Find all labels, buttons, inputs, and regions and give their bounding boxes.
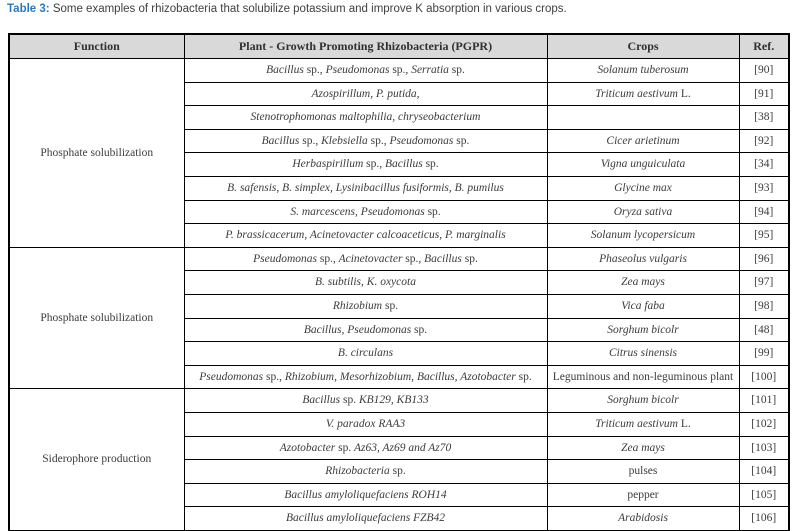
pgpr-cell: Bacillus amyloliquefaciens ROH14 [184,483,547,507]
ref-cell: [94] [739,200,789,224]
pgpr-cell: Bacillus amyloliquefaciens FZB42 [184,507,547,531]
ref-cell: [90] [739,59,789,83]
ref-cell: [91] [739,82,789,106]
crop-cell: Oryza sativa [547,200,739,224]
table-caption-text: Some examples of rhizobacteria that solubilize potassium and improve K absorption in various crops. [52,3,567,15]
crop-cell: Glycine max [547,176,739,200]
ref-cell: [99] [739,342,789,366]
pgpr-cell: S. marcescens, Pseudomonas sp. [184,200,547,224]
pgpr-cell: Bacillus sp., Klebsiella sp., Pseudomonas sp. [184,129,547,153]
pgpr-cell: Herbaspirillum sp., Bacillus sp. [184,153,547,177]
header-function: Function [9,34,184,59]
pgpr-cell: Azotobacter sp. Az63, Az69 and Az70 [184,436,547,460]
ref-cell: [95] [739,224,789,248]
crop-cell: pulses [547,460,739,484]
ref-cell: [100] [739,365,789,389]
pgpr-cell: Rhizobacteria sp. [184,460,547,484]
crop-cell: Triticum aestivum L. [547,82,739,106]
ref-cell: [38] [739,106,789,130]
ref-cell: [104] [739,460,789,484]
table-row [9,59,789,83]
crop-cell: Solanum tuberosum [547,59,739,83]
table-body [9,59,789,531]
rhizobacteria-table [8,33,790,531]
ref-cell: [48] [739,318,789,342]
header-crops: Crops [547,34,739,59]
crop-cell: pepper [547,483,739,507]
ref-cell: [34] [739,153,789,177]
crop-cell: Leguminous and non-leguminous plant [547,365,739,389]
crop-cell [547,106,739,130]
table-row [9,389,789,413]
ref-cell: [102] [739,412,789,436]
header-ref: Ref. [739,34,789,59]
crop-cell: Vigna unguiculata [547,153,739,177]
crop-cell: Sorghum bicolr [547,389,739,413]
ref-cell: [103] [739,436,789,460]
pgpr-cell: Pseudomonas sp., Rhizobium, Mesorhizobium, Bacillus, Azotobacter sp. [184,365,547,389]
crop-cell: Solanum lycopersicum [547,224,739,248]
crop-cell: Cicer arietinum [547,129,739,153]
crop-cell: Triticum aestivum L. [547,412,739,436]
pgpr-cell: Stenotrophomonas maltophilia, chryseobacterium [184,106,547,130]
crop-cell: Citrus sinensis [547,342,739,366]
pgpr-cell: B. subtilis, K. oxycota [184,271,547,295]
table-caption-label: Table 3: [7,3,50,15]
crop-cell: Vica faba [547,294,739,318]
table-row [9,247,789,271]
pgpr-cell: P. brassicacerum, Acinetovacter calcoaceticus, P. marginalis [184,224,547,248]
table-header-row [9,34,789,59]
pgpr-cell: Azospirillum, P. putida, [184,82,547,106]
pgpr-cell: Bacillus, Pseudomonas sp. [184,318,547,342]
ref-cell: [96] [739,247,789,271]
ref-cell: [93] [739,176,789,200]
pgpr-cell: Rhizobium sp. [184,294,547,318]
crop-cell: Zea mays [547,436,739,460]
header-pgpr: Plant - Growth Promoting Rhizobacteria (PGPR) [184,34,547,59]
pgpr-cell: Pseudomonas sp., Acinetovacter sp., Bacillus sp. [184,247,547,271]
function-cell: Siderophore production [9,389,184,531]
ref-cell: [101] [739,389,789,413]
ref-cell: [98] [739,294,789,318]
crop-cell: Phaseolus vulgaris [547,247,739,271]
function-cell: Phosphate solubilization [9,247,184,389]
crop-cell: Sorghum bicolr [547,318,739,342]
table-caption [7,2,567,16]
crop-cell: Arabidosis [547,507,739,531]
pgpr-cell: Bacillus sp. KB129, KB133 [184,389,547,413]
function-cell: Phosphate solubilization [9,59,184,248]
pgpr-cell: B. circulans [184,342,547,366]
ref-cell: [106] [739,507,789,531]
pgpr-cell: V. paradox RAA3 [184,412,547,436]
ref-cell: [92] [739,129,789,153]
pgpr-cell: Bacillus sp., Pseudomonas sp., Serratia sp. [184,59,547,83]
crop-cell: Zea mays [547,271,739,295]
pgpr-cell: B. safensis, B. simplex, Lysinibacillus fusiformis, B. pumilus [184,176,547,200]
ref-cell: [105] [739,483,789,507]
ref-cell: [97] [739,271,789,295]
